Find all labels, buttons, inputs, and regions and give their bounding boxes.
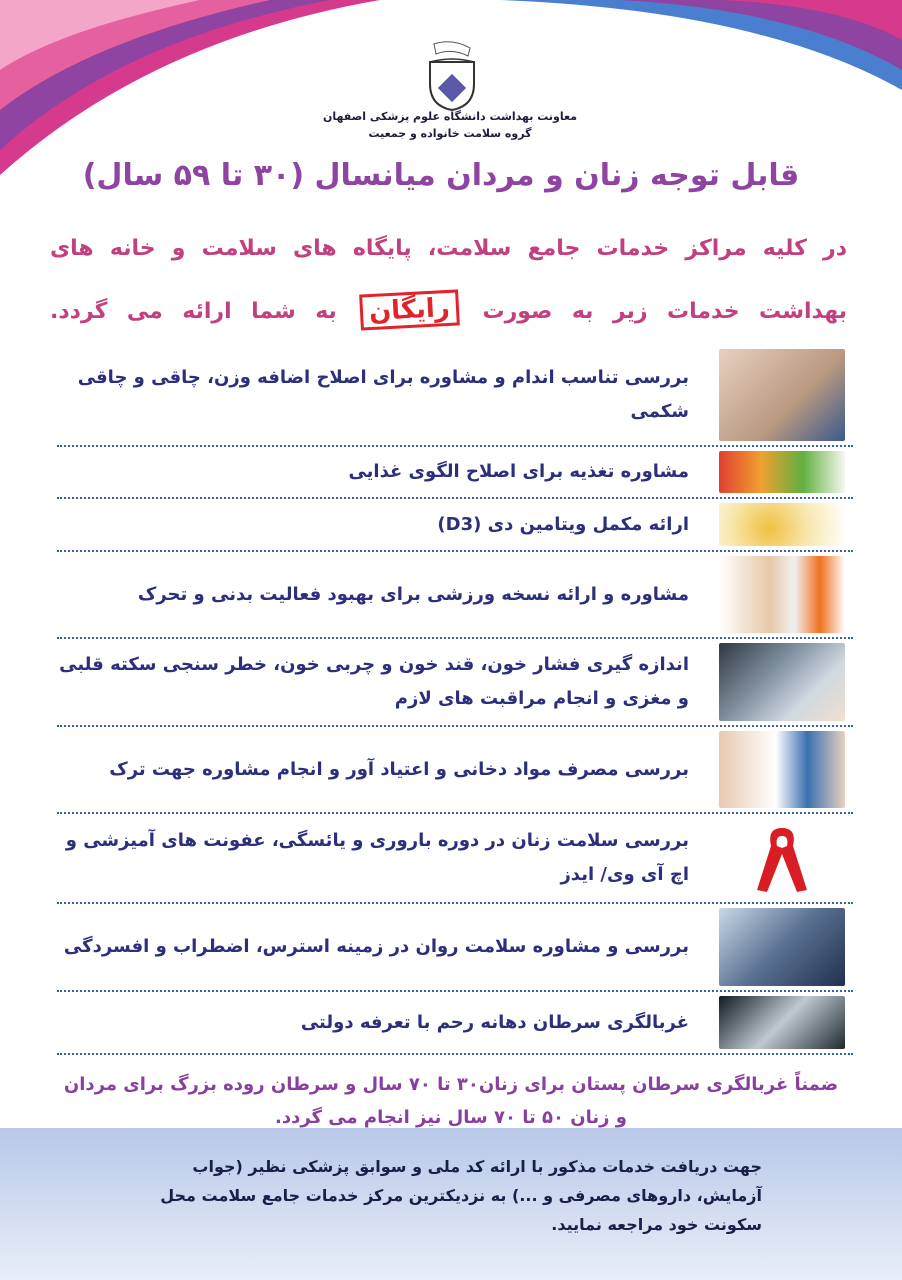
- service-text: بررسی و مشاوره سلامت روان در زمینه استرس، اضطراب و افسردگی: [63, 936, 689, 957]
- footnote: ضمناً غربالگری سرطان پستان برای زنان۳۰ تا ۷۰ سال و سرطان روده بزرگ برای مردان و زنان ۵۰ تا ۷۰ سال نیز انجام می گردد.: [63, 1074, 839, 1128]
- pap-smear-photo-icon: [719, 996, 845, 1049]
- service-text: مشاوره و ارائه نسخه ورزشی برای بهبود فعالیت بدنی و تحرک: [137, 583, 689, 605]
- man-dumbbells-photo-icon: [719, 556, 845, 633]
- service-item: [57, 992, 853, 1055]
- page-title: قابل توجه زنان و مردان میانسال (۳۰ تا ۵۹ سال): [82, 158, 800, 193]
- service-text: بررسی مصرف مواد دخانی و اعتیاد آور و انجام مشاوره جهت ترک: [109, 758, 689, 780]
- subtitle-text: به شما ارائه می گردد.: [50, 299, 337, 324]
- subtitle-text: بهداشت خدمات زیر به صورت: [482, 299, 847, 324]
- free-stamp: رایگان: [359, 289, 459, 330]
- services-list: [57, 345, 853, 1055]
- service-item: [57, 447, 853, 499]
- service-text: مشاوره تغذیه برای اصلاح الگوی غذایی: [348, 461, 689, 482]
- service-item: [57, 552, 853, 639]
- subtitle-line1: در کلیه مراکز خدمات جامع سلامت، پایگاه های سلامت و خانه های: [50, 236, 847, 261]
- org-name: معاونت بهداشت دانشگاه علوم پزشکی اصفهان: [322, 110, 578, 123]
- fruits-vegetables-photo-icon: [719, 451, 845, 493]
- service-text: اندازه گیری فشار خون، قند خون و چربی خون، خطر سنجی سکته قلبی و مغزی و انجام مراقبت های لازم: [59, 654, 689, 709]
- refuse-cigarettes-photo-icon: [719, 731, 845, 808]
- subtitle-line2: [50, 292, 847, 328]
- service-item: [57, 499, 853, 552]
- service-text: بررسی سلامت زنان در دوره باروری و یائسگی، عفونت های آمیزشی و اچ آی وی/ ایدز: [65, 830, 689, 885]
- service-text: ارائه مکمل ویتامین دی (D3): [437, 513, 689, 535]
- university-logo: [424, 40, 480, 112]
- service-item: [57, 814, 853, 904]
- service-text: غربالگری سرطان دهانه رحم با تعرفه دولتی: [300, 1011, 689, 1033]
- bottom-note: جهت دریافت خدمات مذکور با ارائه کد ملی و سوابق پزشکی نظیر (جواب آزمایش، داروهای مصرفی و ...) به نزدیکترین مرکز خدمات جامع سلامت محل سکونت خود مراجعه نمایید.: [160, 1157, 762, 1234]
- blood-pressure-glucose-photo-icon: [719, 643, 845, 721]
- waist-measure-photo-icon: [719, 349, 845, 441]
- service-item: [57, 727, 853, 814]
- service-item: [57, 639, 853, 727]
- vitamin-capsules-photo-icon: [719, 503, 845, 546]
- service-item: [57, 345, 853, 447]
- service-item: [57, 904, 853, 992]
- red-ribbon-icon: [719, 818, 845, 898]
- service-text: بررسی تناسب اندام و مشاوره برای اصلاح اضافه وزن، چاقی و چاقی شکمی: [77, 367, 689, 422]
- org-department: گروه سلامت خانواده و جمعیت: [368, 127, 532, 140]
- stressed-man-photo-icon: [719, 908, 845, 986]
